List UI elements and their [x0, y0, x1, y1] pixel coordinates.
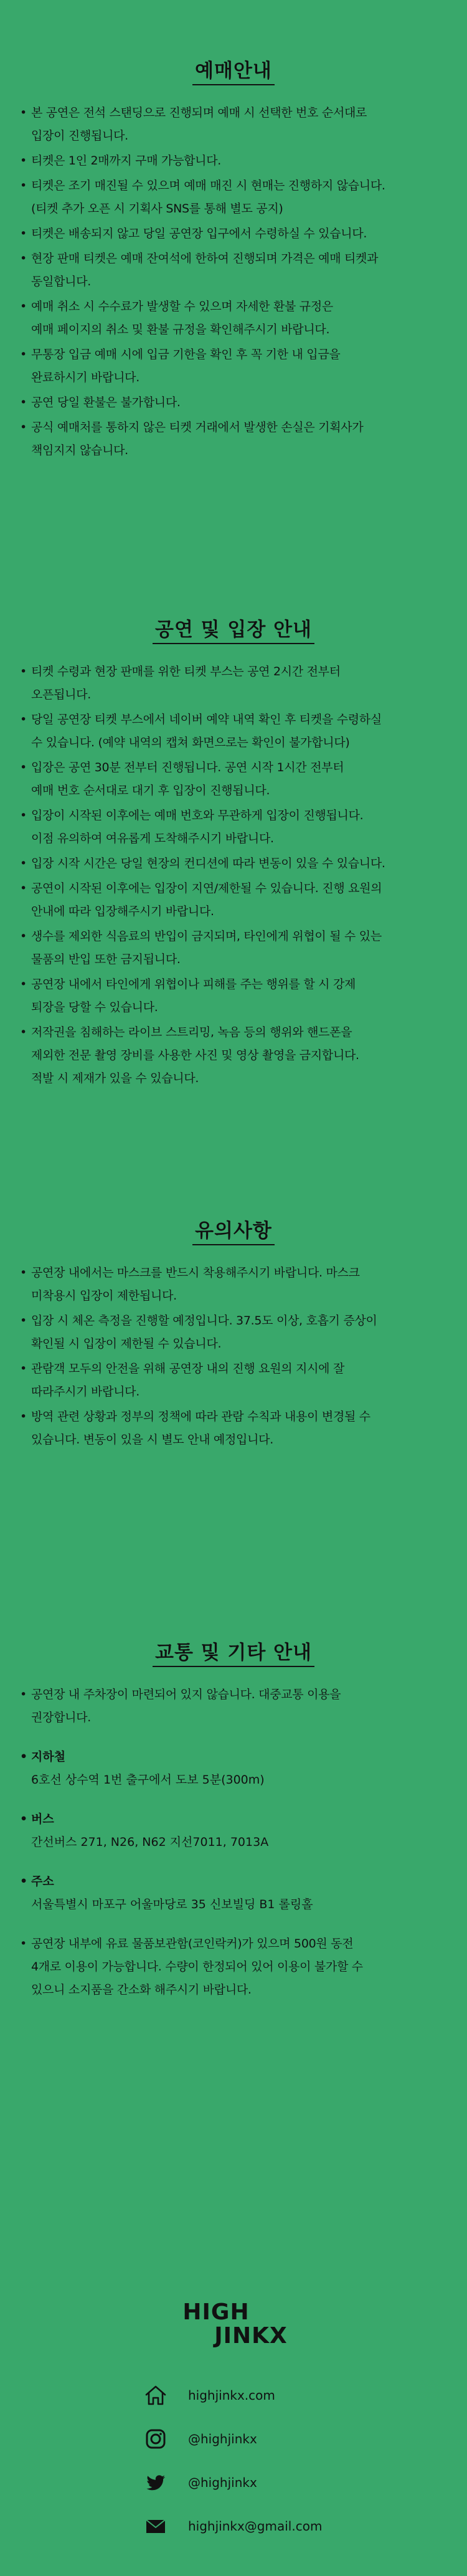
list-item — [17, 150, 436, 173]
list-item-line: • 공식 예매처를 통하지 않은 티켓 거래에서 발생한 손실은 기획사가 — [31, 421, 364, 434]
list-item — [17, 925, 436, 971]
list-item — [17, 660, 436, 706]
mail-icon — [142, 2512, 169, 2540]
list-item-line: 퇴장을 당할 수 있습니다. — [31, 1000, 158, 1014]
twitter-link[interactable]: @highjinkx — [142, 2461, 391, 2504]
list-item-line: • 본 공연은 전석 스탠딩으로 진행되며 예매 시 선택한 번호 순서대로 — [31, 106, 367, 120]
list-item-line: 안내에 따라 입장해주시기 바랍니다. — [31, 905, 214, 918]
list-item — [17, 416, 436, 462]
locker-note — [0, 1932, 467, 2002]
list-item-line: (티켓 추가 오픈 시 기획사 SNS를 통해 별도 공지) — [31, 202, 283, 216]
list-item — [17, 852, 436, 875]
list-item-line: • 공연 당일 환불은 불가합니다. — [31, 396, 181, 409]
list-item-line: • 무통장 입금 예매 시에 입금 기한을 확인 후 꼭 기한 내 입금을 — [31, 348, 341, 361]
email-link[interactable]: highjinkx@gmail.com — [142, 2504, 391, 2548]
instagram-link[interactable]: @highjinkx — [142, 2417, 391, 2461]
list-item — [17, 247, 436, 293]
list-item-line: 제외한 전문 촬영 장비를 사용한 사진 및 영상 촬영을 금지합니다. — [31, 1048, 359, 1062]
subway-value: 6호선 상수역 1번 출구에서 도보 5분(300m) — [31, 1773, 265, 1787]
list-item-line: • 저작권을 침해하는 라이브 스트리밍, 녹음 등의 행위와 핸드폰을 — [31, 1025, 352, 1039]
section-title: 교통 및 기타 안내 — [0, 1637, 467, 1667]
home-icon — [142, 2382, 169, 2409]
list-item-line: • 티켓은 배송되지 않고 당일 공연장 입구에서 수령하실 수 있습니다. — [31, 227, 367, 240]
address-info — [0, 1870, 467, 1916]
list-item-line: 입장이 진행됩니다. — [31, 129, 128, 143]
list-item-line: • 예매 취소 시 수수료가 발생할 수 있으며 자세한 환불 규정은 — [31, 300, 333, 313]
section-title: 유의사항 — [0, 1215, 467, 1245]
entry-list — [0, 660, 467, 1090]
list-item — [17, 174, 436, 221]
list-item-line: 이점 유의하여 여유롭게 도착해주시기 바랍니다. — [31, 832, 274, 845]
list-item-line: • 공연장 내에서는 마스크를 반드시 착용해주시기 바랍니다. 마스크 — [31, 1266, 360, 1280]
list-item — [17, 804, 436, 850]
address-value: 서울특별시 마포구 어울마당로 35 신보빌딩 B1 롤링홀 — [31, 1898, 313, 1911]
list-item: • 공연장 내 주차장이 마련되어 있지 않습니다. 대중교통 이용을 권장합니다. — [17, 1683, 436, 1729]
caution-section — [0, 1215, 467, 1453]
reservation-list — [0, 102, 467, 462]
list-item-line: • 티켓은 조기 매진될 수 있으며 예매 매진 시 현매는 진행하지 않습니다. — [31, 179, 385, 192]
bus-label: • 버스 — [17, 1808, 436, 1831]
list-item — [17, 1262, 436, 1308]
list-item-line: • 입장은 공연 30분 전부터 진행됩니다. 공연 시작 1시간 전부터 — [31, 761, 344, 774]
bus-value: 간선버스 271, N26, N62 지선7011, 7013A — [31, 1835, 269, 1849]
list-item — [17, 1309, 436, 1356]
list-item — [17, 877, 436, 923]
transport-intro — [0, 1683, 467, 1729]
list-item — [17, 391, 436, 414]
list-item-line: 예매 번호 순서대로 대기 후 입장이 진행됩니다. — [31, 784, 270, 797]
list-item-line: 물품의 반입 또한 금지됩니다. — [31, 953, 181, 966]
reservation-section — [0, 55, 467, 464]
instagram-icon — [142, 2425, 169, 2453]
twitter-icon — [142, 2469, 169, 2496]
list-item: • 공연장 내부에 유료 물품보관함(코인락커)가 있으며 500원 동전 4개로 이용이 가능합니다. 수량이 한정되어 있어 이용이 불가할 수 있으니 소지품을 간소화 해주시기 바랍니다. — [17, 1932, 436, 2002]
list-item-line: • 생수를 제외한 식음료의 반입이 금지되며, 타인에게 위협이 될 수 있는 — [31, 929, 382, 943]
list-item-line: 예매 페이지의 취소 및 환불 규정을 확인해주시기 바랍니다. — [31, 323, 330, 336]
bus-info — [0, 1808, 467, 1854]
list-item — [17, 222, 436, 245]
list-item-line: 미착용시 입장이 제한됩니다. — [31, 1289, 177, 1303]
list-item-line: 있습니다. 변동이 있을 시 별도 안내 예정입니다. — [31, 1433, 273, 1447]
subway-info — [0, 1746, 467, 1792]
list-item-line: • 당일 공연장 티켓 부스에서 네이버 예약 내역 확인 후 티켓을 수령하실 — [31, 713, 382, 726]
list-item-line: 적발 시 제재가 있을 수 있습니다. — [31, 1072, 199, 1085]
list-item-line: 책임지지 않습니다. — [31, 444, 128, 457]
list-item — [17, 102, 436, 148]
contact-list — [142, 2374, 391, 2548]
list-item-line: • 공연장 내에서 타인에게 위협이나 피해를 주는 행위를 할 시 강제 — [31, 977, 356, 991]
list-item — [17, 1021, 436, 1090]
caution-list — [0, 1262, 467, 1452]
list-item — [17, 1405, 436, 1452]
list-item — [17, 973, 436, 1019]
list-item-line: 확인될 시 입장이 제한될 수 있습니다. — [31, 1337, 222, 1351]
list-item-line: • 현장 판매 티켓은 예매 잔여석에 한하여 진행되며 가격은 예매 티켓과 — [31, 252, 379, 265]
list-item-line: • 티켓 수령과 현장 판매를 위한 티켓 부스는 공연 2시간 전부터 — [31, 665, 341, 678]
website-link[interactable]: highjinkx.com — [142, 2374, 391, 2417]
list-item-line: • 티켓은 1인 2매까지 구매 가능합니다. — [31, 154, 222, 168]
list-item-line: • 입장 시작 시간은 당일 현장의 컨디션에 따라 변동이 있을 수 있습니다. — [31, 857, 385, 870]
list-item-line: • 입장이 시작된 이후에는 예매 번호와 무관하게 입장이 진행됩니다. — [31, 809, 364, 822]
list-item-line: • 관람객 모두의 안전을 위해 공연장 내의 진행 요원의 지시에 잘 — [31, 1362, 345, 1376]
list-item-line: 동일합니다. — [31, 275, 92, 288]
list-item-line: 완료하시기 바랍니다. — [31, 371, 139, 384]
list-item-line: • 방역 관련 상황과 정부의 정책에 따라 관람 수칙과 내용이 변경될 수 — [31, 1410, 370, 1423]
list-item-line: 따라주시기 바랍니다. — [31, 1385, 139, 1399]
list-item-line: • 공연이 시작된 이후에는 입장이 지연/제한될 수 있습니다. 진행 요원의 — [31, 882, 382, 895]
list-item — [17, 756, 436, 802]
list-item — [17, 708, 436, 754]
list-item — [17, 1357, 436, 1404]
address-label: • 주소 — [17, 1870, 436, 1893]
list-item-line: 수 있습니다. (예약 내역의 캡쳐 화면으로는 확인이 불가합니다) — [31, 736, 350, 749]
list-item-line: • 입장 시 체온 측정을 진행할 예정입니다. 37.5도 이상, 호흡기 증상이 — [31, 1314, 377, 1328]
list-item — [17, 295, 436, 341]
section-title: 예매안내 — [0, 55, 467, 85]
transport-section — [0, 1637, 467, 2003]
list-item — [17, 343, 436, 389]
entry-section — [0, 614, 467, 1092]
list-item-line: 오픈됩니다. — [31, 688, 92, 701]
subway-label: • 지하철 — [17, 1746, 436, 1769]
section-title: 공연 및 입장 안내 — [0, 614, 467, 644]
highjinkx-logo: HIGH JINKX — [182, 2299, 288, 2349]
